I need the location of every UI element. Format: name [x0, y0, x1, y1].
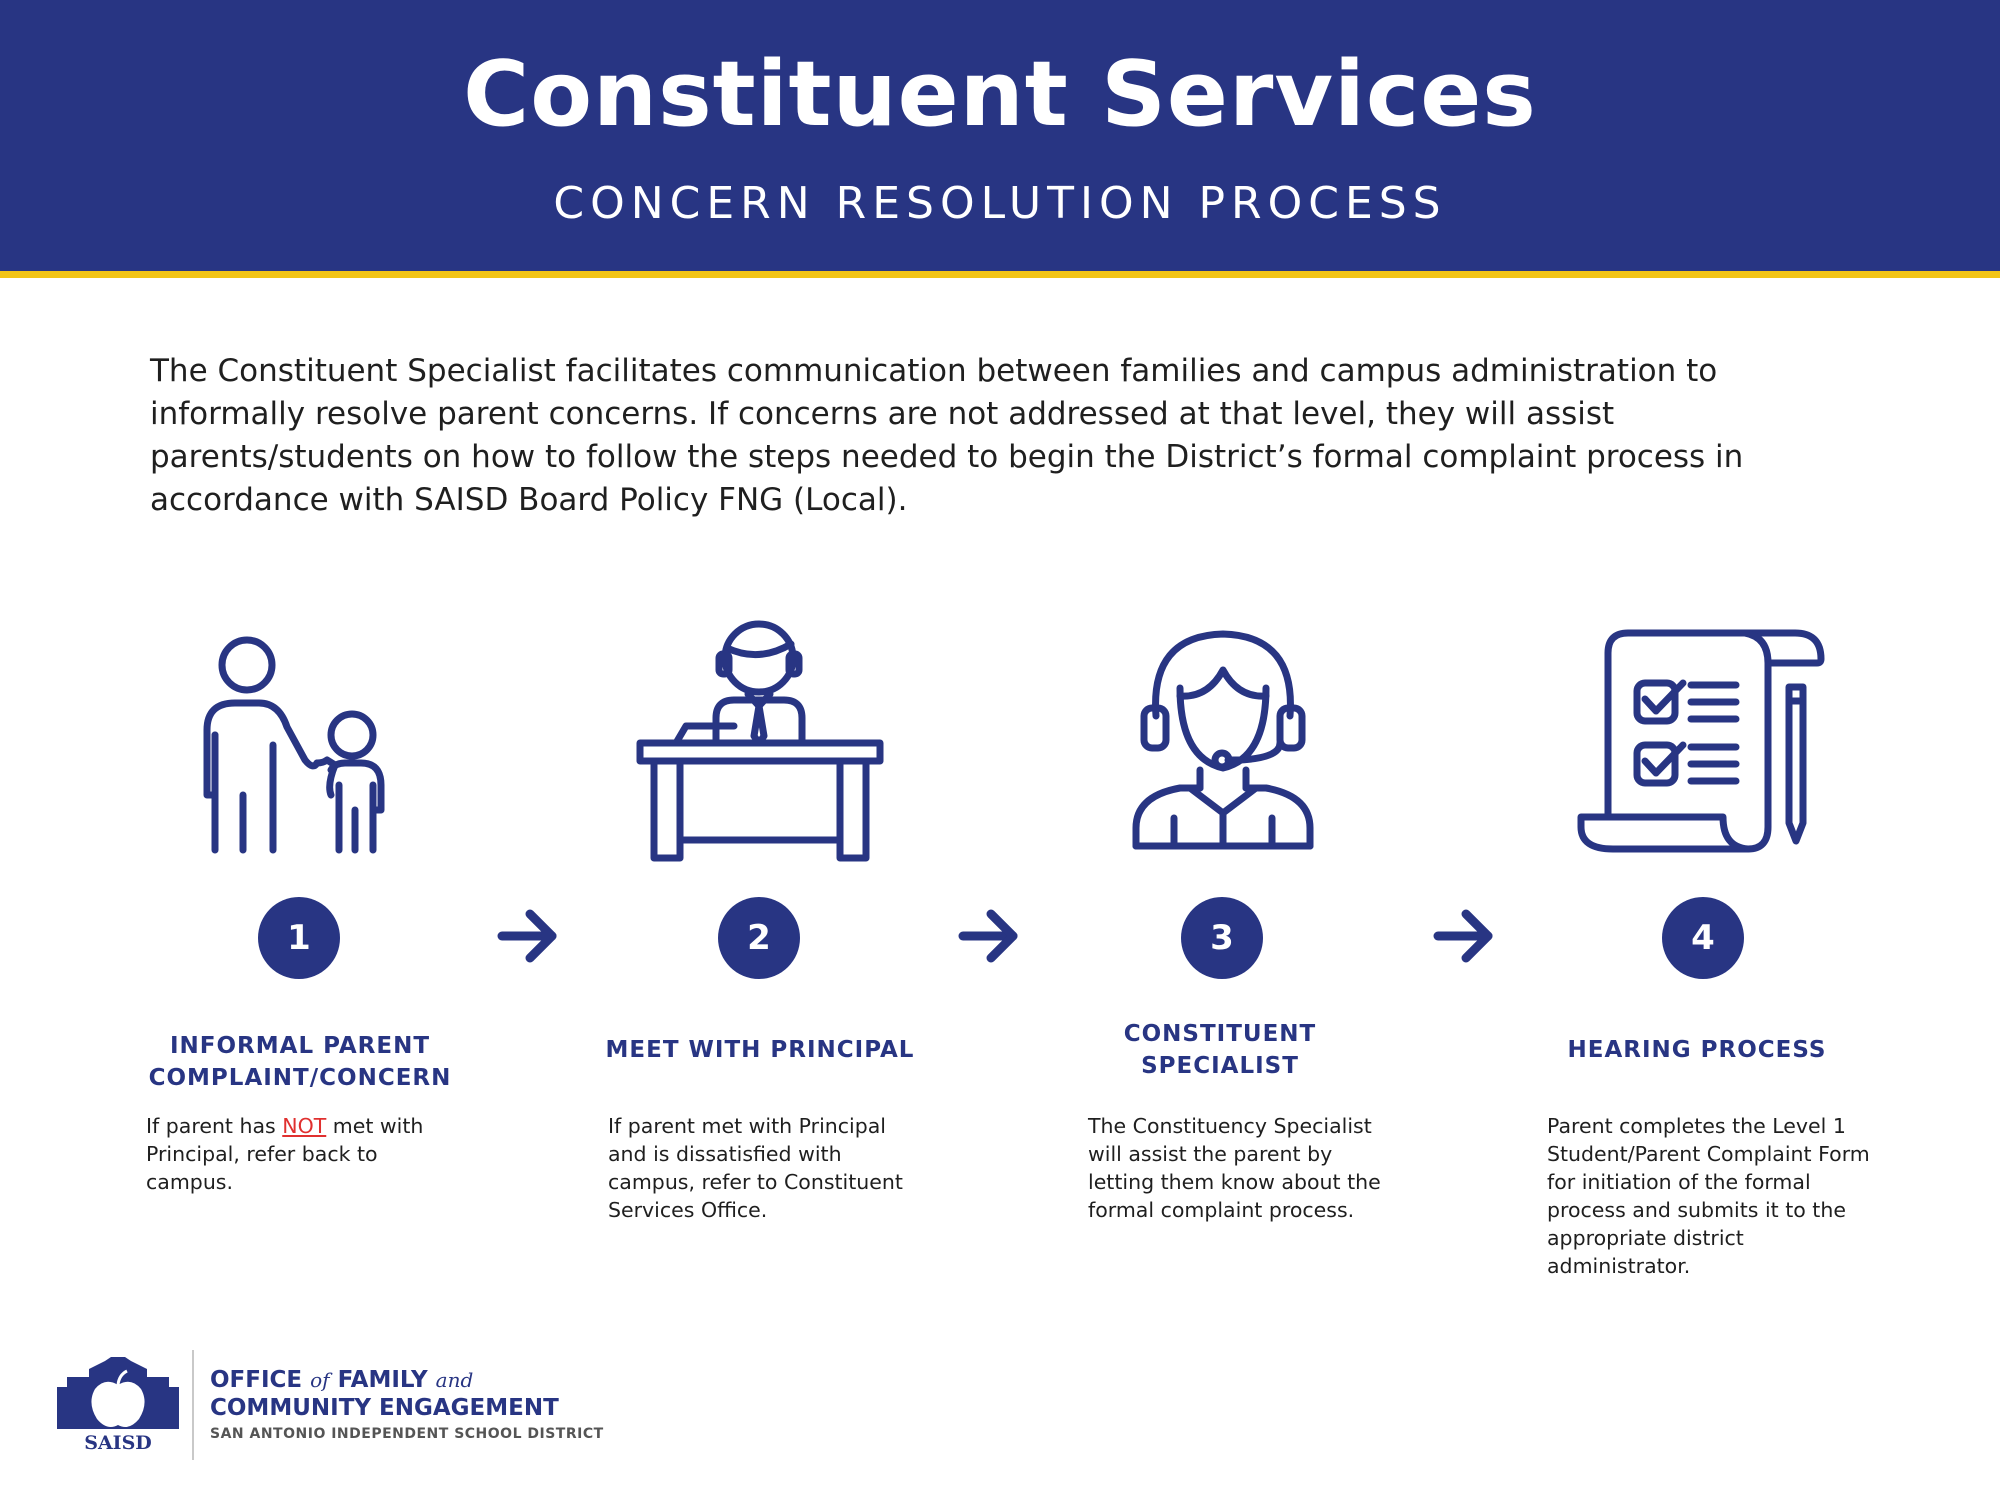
step-2-title-line1: MEET WITH PRINCIPAL	[605, 1037, 915, 1063]
step-4-title-line1: HEARING PROCESS	[1567, 1037, 1827, 1063]
step-1-desc-after: met with Principal, refer back to campus.	[146, 1114, 424, 1194]
intro-paragraph: The Constituent Specialist facilitates communication between families and campus administration to informally resolve parent concerns. If concerns are not addressed at that level, they will assist parents/students on how to follow the steps needed to begin the District’s formal complaint process in accordance with SAISD Board Policy FNG (Local).	[150, 353, 1744, 518]
footer-divider	[192, 1350, 194, 1460]
step-3-title-line2: SPECIALIST	[1141, 1053, 1299, 1079]
step-1-title	[120, 1030, 480, 1094]
step-2-number-badge: 2	[718, 897, 800, 979]
page-title: Constituent Services	[463, 42, 1537, 147]
step-4-title	[1517, 1034, 1877, 1066]
step-1-number-badge: 1	[258, 897, 340, 979]
arrow-right-icon	[496, 908, 560, 968]
office-name-line1	[210, 1366, 473, 1394]
step-3-number-badge: 3	[1181, 897, 1263, 979]
step-3-description: The Constituency Specialist will assist the parent by letting them know about the formal complaint process.	[1088, 1114, 1381, 1222]
step-4-description: Parent completes the Level 1 Student/Parent Complaint Form for initiation of the formal process and submits it to the appropriate district administrator.	[1547, 1114, 1870, 1278]
step-4-number-badge: 4	[1662, 897, 1744, 979]
office-word-of: of	[310, 1368, 330, 1392]
person-at-desk-icon	[636, 618, 884, 866]
office-word-family: FAMILY	[337, 1367, 428, 1393]
header-accent-stripe	[0, 271, 2000, 278]
step-3-title	[1040, 1018, 1400, 1082]
arrow-right-icon	[957, 908, 1021, 968]
step-2-title	[580, 1034, 940, 1066]
office-word-and: and	[435, 1368, 474, 1392]
step-1-title-line2: COMPLAINT/CONCERN	[148, 1065, 452, 1091]
office-name-line2: COMMUNITY ENGAGEMENT	[210, 1395, 559, 1421]
step-1-description	[146, 1112, 446, 1196]
saisd-logo	[55, 1355, 181, 1455]
arrow-right-icon	[1432, 908, 1496, 968]
step-1-title-line1: INFORMAL PARENT	[169, 1033, 431, 1059]
district-name: SAN ANTONIO INDEPENDENT SCHOOL DISTRICT	[210, 1426, 604, 1442]
office-word-office: OFFICE	[210, 1367, 303, 1393]
step-3-title-line1: CONSTITUENT	[1123, 1021, 1317, 1047]
step-1-desc-emphasis: NOT	[282, 1114, 327, 1138]
headset-agent-icon	[1130, 628, 1316, 853]
checklist-scroll-icon	[1573, 627, 1827, 855]
page-subtitle: CONCERN RESOLUTION PROCESS	[553, 178, 1447, 229]
step-2-description: If parent met with Principal and is dissatisfied with campus, refer to Constituent Services Office.	[608, 1114, 903, 1222]
step-1-desc-before: If parent has	[146, 1114, 283, 1138]
saisd-logo-text: SAISD	[84, 1432, 152, 1451]
parent-child-icon	[195, 635, 405, 860]
